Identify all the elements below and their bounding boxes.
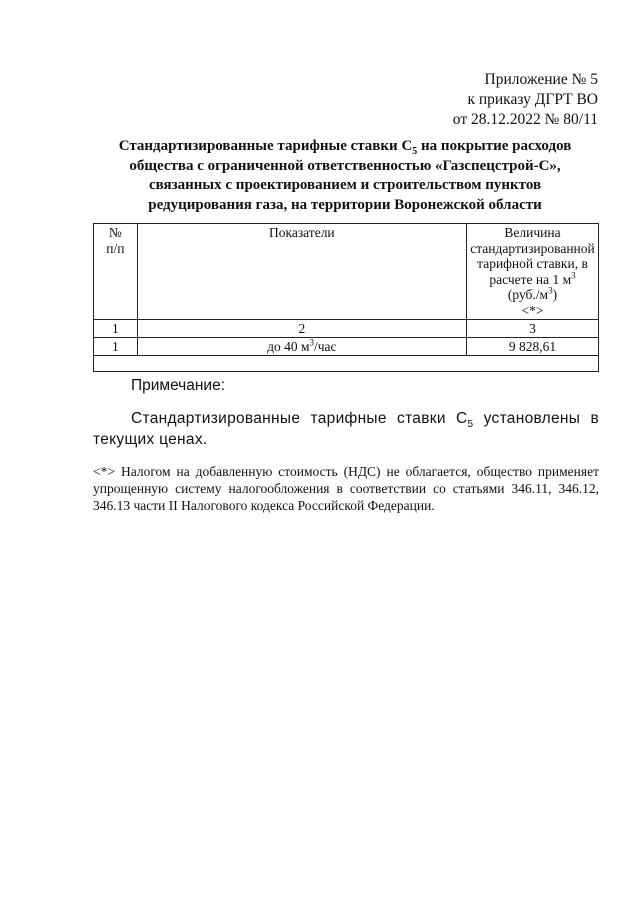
header-number: № п/п: [94, 224, 138, 320]
title-line-4: редуцирования газа, на территории Воронежской области: [148, 196, 542, 213]
document-title: [92, 137, 598, 215]
appendix-number: Приложение № 5: [484, 71, 598, 88]
row-indicator: до 40 $м^3$/час: [137, 338, 466, 356]
appendix-order-date: от 28.12.2022 № 80/11: [452, 111, 598, 128]
table-cell: [94, 356, 599, 372]
table-empty-row: [94, 356, 599, 372]
title-line-2: общества с ограниченной ответственностью «Газспецстрой-С»,: [129, 157, 561, 174]
header-indicators: Показатели: [137, 224, 466, 320]
footnote: [93, 463, 599, 514]
footnote-mark: <*>: [93, 464, 115, 479]
row-rate-value: 9 828,61: [467, 338, 599, 356]
table-cell: 3: [467, 320, 599, 338]
note-text: Стандартизированные тарифные ставки $С_5$ установлены в текущих ценах.: [93, 410, 599, 448]
table-cell: 1: [94, 320, 138, 338]
title-line-1: Стандартизированные тарифные ставки $С_5$ на покрытие расходов: [118, 138, 572, 157]
table-numbering-row: [94, 320, 599, 338]
footnote-text: Налогом на добавленную стоимость (НДС) не облагается, общество применяет упрощенную систему налогообложения в соответствии со статьями 346.11, 346.12, 346.13 части II Налогового кодекса Российской Федерации.: [93, 464, 599, 513]
row-number: 1: [94, 338, 138, 356]
tariff-rates-table: [93, 223, 599, 372]
title-line-3: связанных с проектированием и строительством пунктов: [148, 177, 542, 193]
appendix-order-ref: к приказу ДГРТ ВО: [467, 91, 598, 108]
note-label: Примечание:: [131, 377, 226, 394]
table-row: [94, 338, 599, 356]
header-rate-value: Величина стандартизированной тарифной ставки, в расчете на 1 $м^3$ $(руб./м^3)$ <*>: [467, 224, 599, 320]
table-header-row: [94, 224, 599, 320]
table-cell: 2: [137, 320, 466, 338]
appendix-reference: [453, 70, 598, 130]
